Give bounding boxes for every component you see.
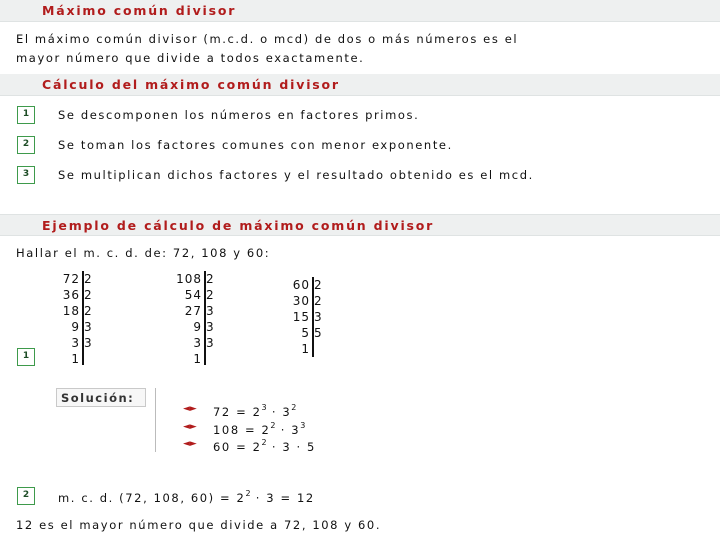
dividend: 36 [62, 288, 80, 302]
step-number-box: 1 [17, 348, 35, 366]
section-header-calculo [0, 74, 720, 96]
dividend: 3 [71, 336, 80, 350]
conclusion-text: 12 es el mayor número que divide a 72, 108 y 60. [16, 518, 382, 532]
divisor: 5 [314, 326, 323, 340]
dividend: 30 [292, 294, 310, 308]
divisor: 3 [84, 320, 93, 334]
section-title: Máximo común divisor [42, 3, 237, 18]
step-number-box: 2 [17, 136, 35, 154]
dividend: 9 [71, 320, 80, 334]
divisor: 2 [206, 288, 215, 302]
dividend: 1 [71, 352, 80, 366]
step-text: Se multiplican dichos factores y el resultado obtenido es el mcd. [58, 168, 534, 182]
step-number-box: 3 [17, 166, 35, 184]
section-title: Cálculo del máximo común divisor [42, 77, 340, 92]
dividend: 1 [193, 352, 202, 366]
dividend: 15 [292, 310, 310, 324]
solution-label: Solución: [56, 388, 146, 407]
dividend: 54 [184, 288, 202, 302]
mcd-result: m. c. d. (72, 108, $60) = 2^2 \cdot 3 = 12$ [58, 489, 315, 505]
divisor: 2 [84, 272, 93, 286]
step-text: Se descomponen los números en factores primos. [58, 108, 420, 122]
divisor: 2 [314, 278, 323, 292]
divisor: 2 [314, 294, 323, 308]
solution-divider [155, 388, 156, 452]
divisor: 3 [314, 310, 323, 324]
step-number-box: 2 [17, 487, 35, 505]
dividend: 18 [62, 304, 80, 318]
factor-table-60 [281, 277, 341, 357]
definition-paragraph [16, 30, 706, 68]
dividend: 72 [62, 272, 80, 286]
section-header-mcd [0, 0, 720, 22]
dividend: 9 [193, 320, 202, 334]
factor-table-108 [170, 271, 230, 367]
section-title: Ejemplo de cálculo de máximo común divisor [42, 218, 435, 233]
factor-table-72 [48, 271, 108, 367]
divisor: 3 [206, 304, 215, 318]
definition-line-1: El máximo común divisor (m.c.d. o mcd) de dos o más números es el [16, 32, 519, 46]
divisor: 3 [206, 336, 215, 350]
step-number-box: 1 [17, 106, 35, 124]
divisor: 2 [84, 304, 93, 318]
bullet-icon: ◄► [183, 439, 197, 449]
bullet-icon: ◄► [183, 404, 197, 414]
section-header-ejemplo [0, 214, 720, 236]
step-text: Se toman los factores comunes con menor exponente. [58, 138, 453, 152]
factorization-72: $72 = 2^3 \cdot 3^2$ [213, 403, 297, 419]
bullet-icon: ◄► [183, 422, 197, 432]
factorization-108: $108 = 2^2 \cdot 3^3$ [213, 421, 306, 437]
dividend: 5 [301, 326, 310, 340]
divisor: 3 [84, 336, 93, 350]
dividend: 108 [176, 272, 202, 286]
dividend: 60 [292, 278, 310, 292]
divisor: 2 [84, 288, 93, 302]
example-prompt: Hallar el m. c. d. de: 72, 108 y 60: [16, 246, 271, 260]
divisor: 2 [206, 272, 215, 286]
dividend: 3 [193, 336, 202, 350]
divisor: 3 [206, 320, 215, 334]
dividend: 1 [301, 342, 310, 356]
definition-line-2: mayor número que divide a todos exactamente. [16, 51, 365, 65]
dividend: 27 [184, 304, 202, 318]
factorization-60: $60 = 2^2 \cdot 3 \cdot 5$ [213, 438, 316, 454]
